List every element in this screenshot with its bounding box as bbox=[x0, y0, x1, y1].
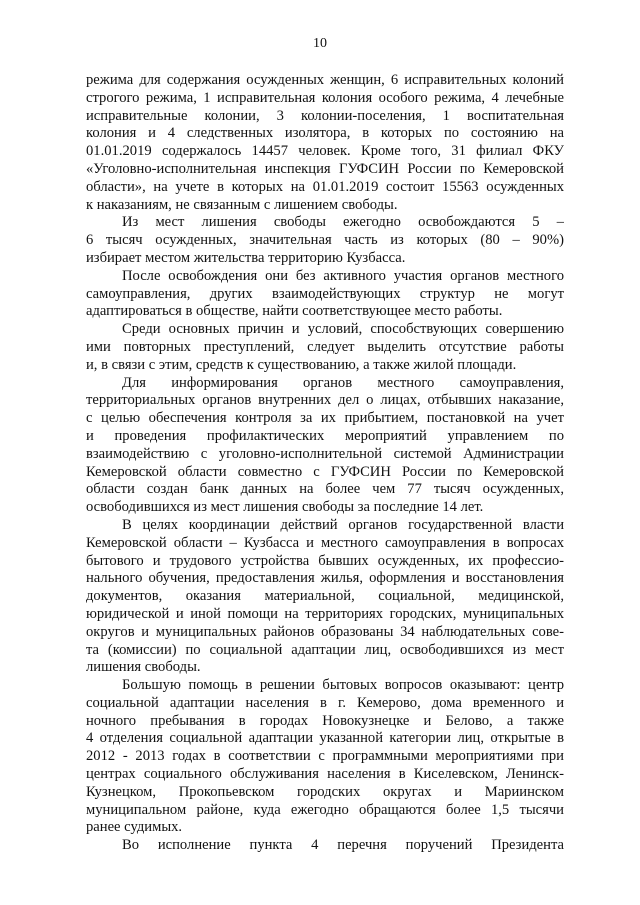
text-line: центрах социального обслуживания населения в Киселевском, Ленинск- bbox=[86, 766, 564, 783]
body-text bbox=[86, 72, 564, 855]
text-line: адаптироваться в обществе, найти соответствующее место работы. bbox=[86, 303, 503, 320]
text-line: с целью обеспечения контроля за их прибытием, постановкой на учет bbox=[86, 410, 564, 427]
text-line: колония и 4 следственных изолятора, в которых по состоянию на bbox=[86, 125, 564, 142]
text-line: избирает местом жительства территорию Кузбасса. bbox=[86, 249, 406, 266]
text-line: Для информирования органов местного самоуправления, bbox=[122, 374, 564, 391]
text-line: Большую помощь в решении бытовых вопросов оказывают: центр bbox=[122, 677, 564, 694]
text-line: освободившихся из мест лишения свободы за последние 14 лет. bbox=[86, 499, 484, 516]
text-line: округов и муниципальных районов образованы 34 наблюдательных сове- bbox=[86, 623, 564, 640]
text-line: ими повторных преступлений, следует выделить отсутствие работы bbox=[86, 338, 564, 355]
text-line: исправительные колонии, 3 колонии-поселения, 1 воспитательная bbox=[86, 107, 564, 124]
text-line: 01.01.2019 содержалось 14457 человек. Кроме того, 31 филиал ФКУ bbox=[86, 143, 564, 160]
text-line: Среди основных причин и условий, способствующих совершению bbox=[122, 321, 564, 338]
text-line: Кузнецком, Прокопьевском городских округах и Мариинском bbox=[86, 783, 564, 800]
text-line: социальной адаптации населения в г. Кемерово, дома временного и bbox=[86, 694, 564, 711]
text-line: документов, оказания материальной, социальной, медицинской, bbox=[86, 588, 564, 605]
page-number: 10 bbox=[313, 36, 327, 51]
text-line: После освобождения они без активного участия органов местного bbox=[122, 267, 564, 284]
text-line: 6 тысяч осужденных, значительная часть из которых (80 – 90%) bbox=[86, 232, 564, 249]
text-line: и проведения профилактических мероприятий управлением по bbox=[86, 427, 564, 444]
text-line: территориальных органов внутренних дел о лицах, отбывших наказание, bbox=[86, 392, 564, 409]
text-line: режима для содержания осужденных женщин, 6 исправительных колоний bbox=[86, 72, 564, 88]
text-line: самоуправления, других взаимодействующих структур не могут bbox=[86, 285, 564, 302]
text-line: Во исполнение пункта 4 перечня поручений Президента bbox=[122, 837, 564, 854]
text-line: к наказаниям, не связанным с лишением свободы. bbox=[86, 196, 398, 213]
text-line: 4 отделения социальной адаптации указанной категории лиц, открытые в bbox=[86, 730, 564, 747]
text-line: юридической и иной помощи на территориях городских, муниципальных bbox=[86, 605, 564, 622]
text-line: области создан банк данных на более чем 77 тысяч осужденных, bbox=[86, 481, 564, 498]
text-line: нального обучения, предоставления жилья, оформления и восстановления bbox=[86, 570, 564, 587]
text-line: взаимодействию с уголовно-исполнительной системой Администрации bbox=[86, 445, 564, 462]
text-line: В целях координации действий органов государственной власти bbox=[122, 516, 564, 533]
text-line: «Уголовно-исполнительная инспекция ГУФСИН России по Кемеровской bbox=[86, 160, 564, 177]
text-line: Из мест лишения свободы ежегодно освобождаются 5 – bbox=[122, 214, 564, 231]
text-line: Кемеровской области совместно с ГУФСИН России по Кемеровской bbox=[86, 463, 564, 480]
text-line: та (комиссии) по социальной адаптации лиц, освободившихся из мест bbox=[86, 641, 564, 658]
text-line: строгого режима, 1 исправительная колония особого режима, 4 лечебные bbox=[86, 89, 564, 106]
text-line: ранее судимых. bbox=[86, 819, 183, 836]
text-line: ночного пребывания в городах Новокузнецке и Белово, а также bbox=[86, 712, 564, 729]
text-line: Кемеровской области – Кузбасса и местного самоуправления в вопросах bbox=[86, 534, 564, 551]
text-line: муниципальном районе, куда ежегодно обращаются более 1,5 тысячи bbox=[86, 801, 564, 818]
text-line: бытового и трудового устройства бывших осужденных, их профессио- bbox=[86, 552, 564, 569]
text-line: 2012 - 2013 годах в соответствии с программными мероприятиями при bbox=[86, 748, 564, 765]
text-line: области», на учете в которых на 01.01.2019 состоит 15563 осужденных bbox=[86, 178, 564, 195]
text-line: лишения свободы. bbox=[86, 659, 201, 676]
text-line: и, в связи с этим, средств к существованию, а также жилой площади. bbox=[86, 356, 517, 373]
